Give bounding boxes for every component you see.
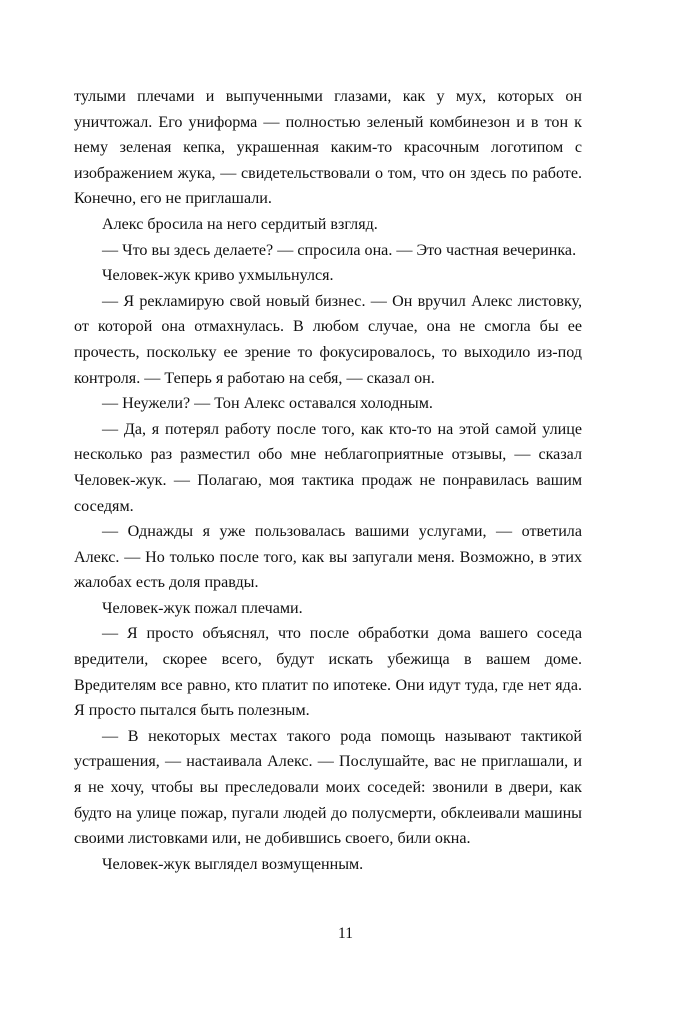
page-text-body (74, 84, 582, 877)
paragraph: — Я просто объяснял, что после обработки дома вашего соседа вредители, скорее всего, будут искать убежища в вашем доме. Вредителям все равно, кто платит по ипотеке. Они идут туда, где нет яда. Я просто пытался быть полезным. (74, 625, 582, 720)
paragraph: Человек-жук пожал плечами. (102, 599, 303, 617)
paragraph: тулыми плечами и выпученными глазами, как у мух, которых он уничтожал. Его униформа — полностью зеленый комбинезон и в тон к нему зеленая кепка, украшенная каким-то красочным логотипом с изображением жука, — свидетельствовали о том, что он здесь по работе. Конечно, его не приглашали. (74, 88, 582, 208)
paragraph: — Я рекламирую свой новый бизнес. — Он вручил Алекс листовку, от которой она отмахнулась. В любом случае, она не смогла бы ее прочесть, поскольку ее зрение то фокусировалось, то выходило из-под контроля. — Теперь я работаю на себя, — сказал он. (74, 292, 582, 387)
paragraph: — В некоторых местах такого рода помощь называют тактикой устрашения, — настаивала Алекс. — Послушайте, вас не приглашали, и я не хочу, чтобы вы преследовали моих соседей: звонили в двери, как будто на улице пожар, пугали людей до полусмерти, обклеивали машины своими листовками или, не добившись своего, били окна. (74, 727, 582, 848)
paragraph: Человек-жук выглядел возмущенным. (102, 855, 364, 873)
paragraph: — Неужели? — Тон Алекс оставался холодным. (102, 395, 433, 413)
page-number: 11 (338, 925, 353, 942)
paragraph: — Да, я потерял работу после того, как кто-то на этой самой улице несколько раз разместил обо мне неблагоприятные отзывы, — сказал Человек-жук. — Полагаю, моя тактика продаж не понравилась вашим соседям. (74, 420, 582, 515)
paragraph: Алекс бросила на него сердитый взгляд. (102, 215, 378, 233)
paragraph: — Однажды я уже пользовалась вашими услугами, — ответила Алекс. — Но только после того, как вы запугали меня. Возможно, в этих жалобах есть доля правды. (74, 523, 582, 592)
paragraph: — Что вы здесь делаете? — спросила она. — Это частная вечеринка. (102, 241, 577, 259)
paragraph: Человек-жук криво ухмыльнулся. (102, 267, 334, 285)
